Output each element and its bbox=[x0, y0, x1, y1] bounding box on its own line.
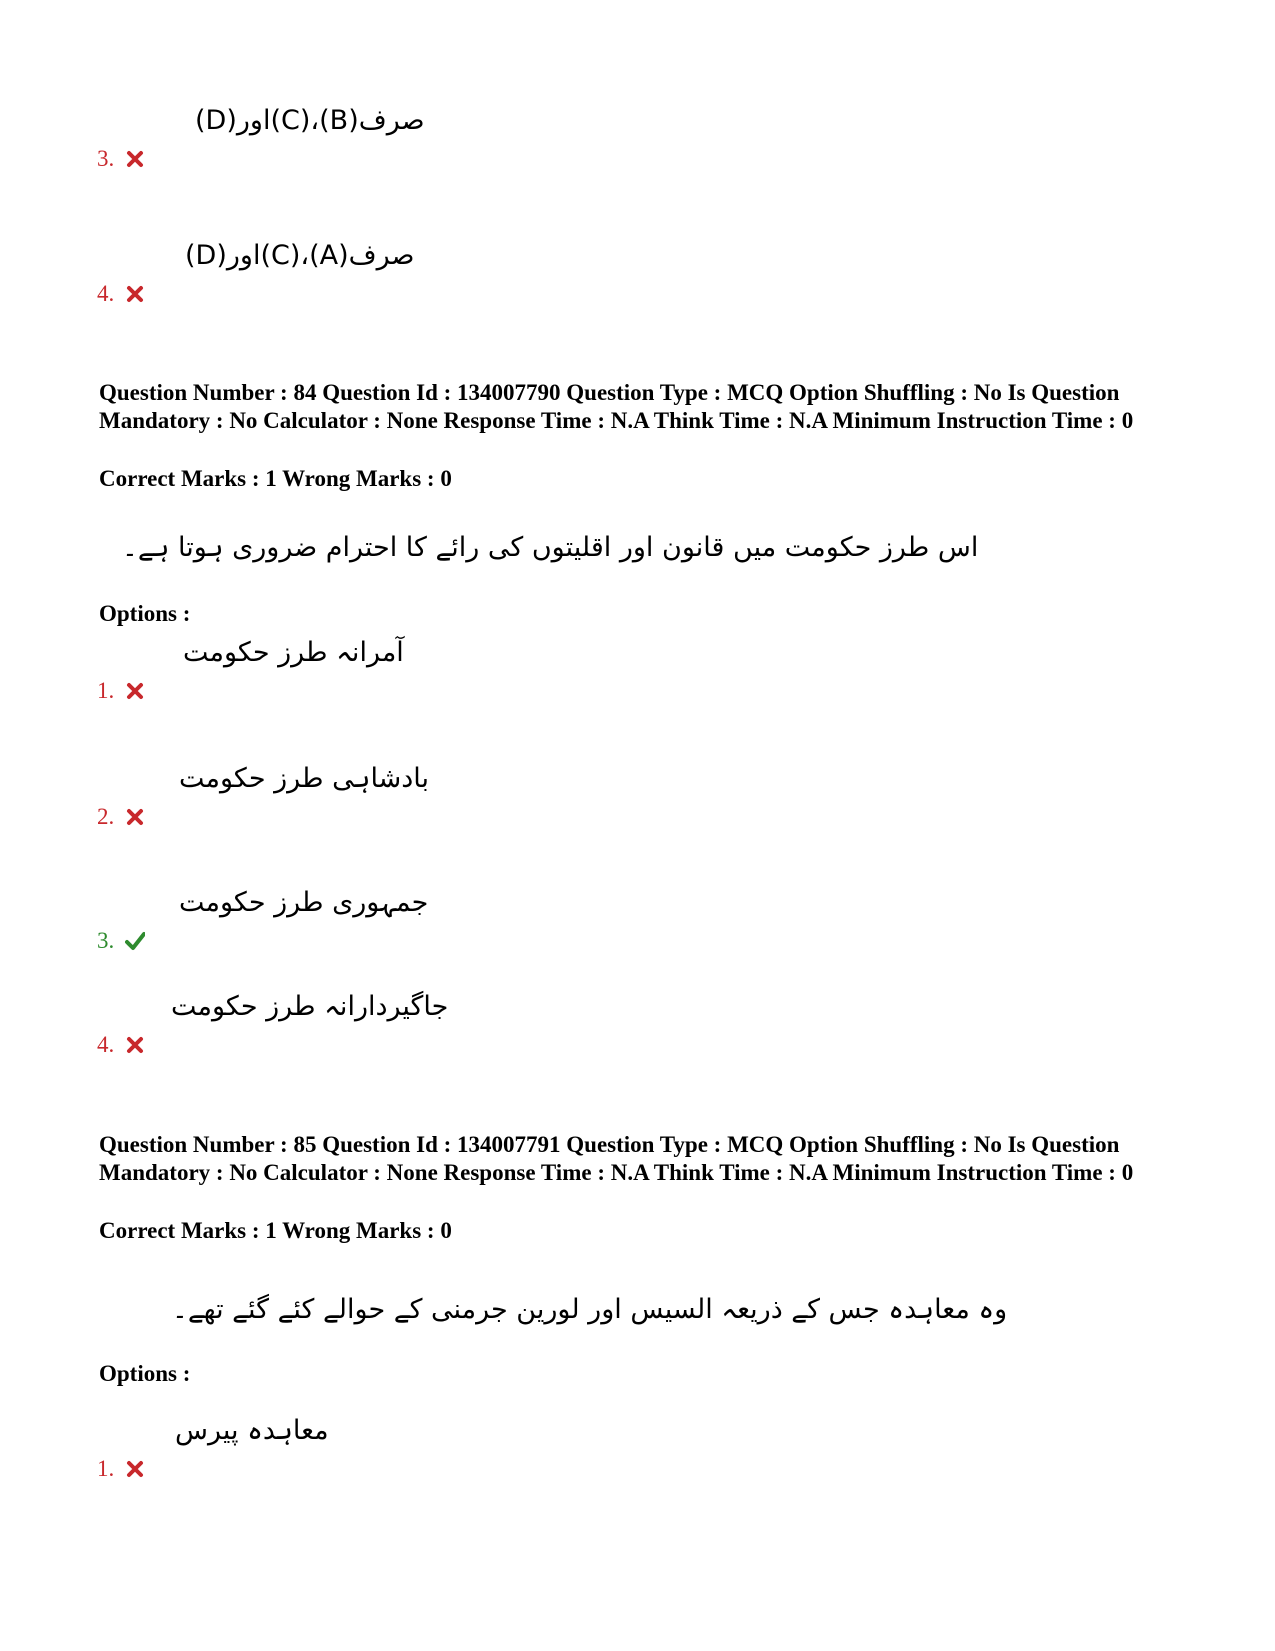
options-label: Options : bbox=[99, 1361, 191, 1386]
option-number: 3. bbox=[97, 928, 115, 953]
option-text: صرف(A)،(C)اور(D) bbox=[185, 240, 415, 271]
option-text: بادشاہی طرز حکومت bbox=[179, 763, 430, 794]
cross-icon bbox=[125, 149, 145, 169]
option-text: معاہدہ پیرس bbox=[175, 1415, 329, 1446]
option-text: صرف(B)،(C)اور(D) bbox=[195, 105, 425, 136]
question-marks: Correct Marks : 1 Wrong Marks : 0 bbox=[99, 466, 452, 491]
option-text: جاگیردارانہ طرز حکومت bbox=[171, 991, 449, 1022]
cross-icon bbox=[125, 1035, 145, 1055]
option-number: 1. bbox=[97, 678, 115, 703]
option-number: 4. bbox=[97, 281, 115, 306]
option-text: جمہوری طرز حکومت bbox=[179, 887, 429, 918]
cross-icon bbox=[125, 807, 145, 827]
question-text: اس طرز حکومت میں قانون اور اقلیتوں کی رائے کا احترام ضروری ہوتا ہے۔ bbox=[122, 532, 979, 563]
option-number: 1. bbox=[97, 1456, 115, 1481]
question-meta: Question Number : 85 Question Id : 134007791 Question Type : MCQ Option Shuffling : No Is Question Mandatory : No Calculator : None Response Time : N.A Think Time : N.A Minimum Instruction Time : 0 bbox=[99, 1132, 1134, 1185]
options-label: Options : bbox=[99, 601, 191, 626]
check-icon bbox=[125, 931, 145, 951]
cross-icon bbox=[125, 681, 145, 701]
option-number: 2. bbox=[97, 804, 115, 829]
question-marks: Correct Marks : 1 Wrong Marks : 0 bbox=[99, 1218, 452, 1243]
option-number: 4. bbox=[97, 1032, 115, 1057]
cross-icon bbox=[125, 1459, 145, 1479]
question-text: وہ معاہدہ جس کے ذریعہ السیس اور لورین جرمنی کے حوالے کئے گئے تھے۔ bbox=[172, 1294, 1008, 1325]
option-text: آمرانہ طرز حکومت bbox=[183, 637, 404, 668]
option-number: 3. bbox=[97, 146, 115, 171]
cross-icon bbox=[125, 284, 145, 304]
question-meta: Question Number : 84 Question Id : 134007790 Question Type : MCQ Option Shuffling : No Is Question Mandatory : No Calculator : None Response Time : N.A Think Time : N.A Minimum Instruction Time : 0 bbox=[99, 380, 1134, 433]
